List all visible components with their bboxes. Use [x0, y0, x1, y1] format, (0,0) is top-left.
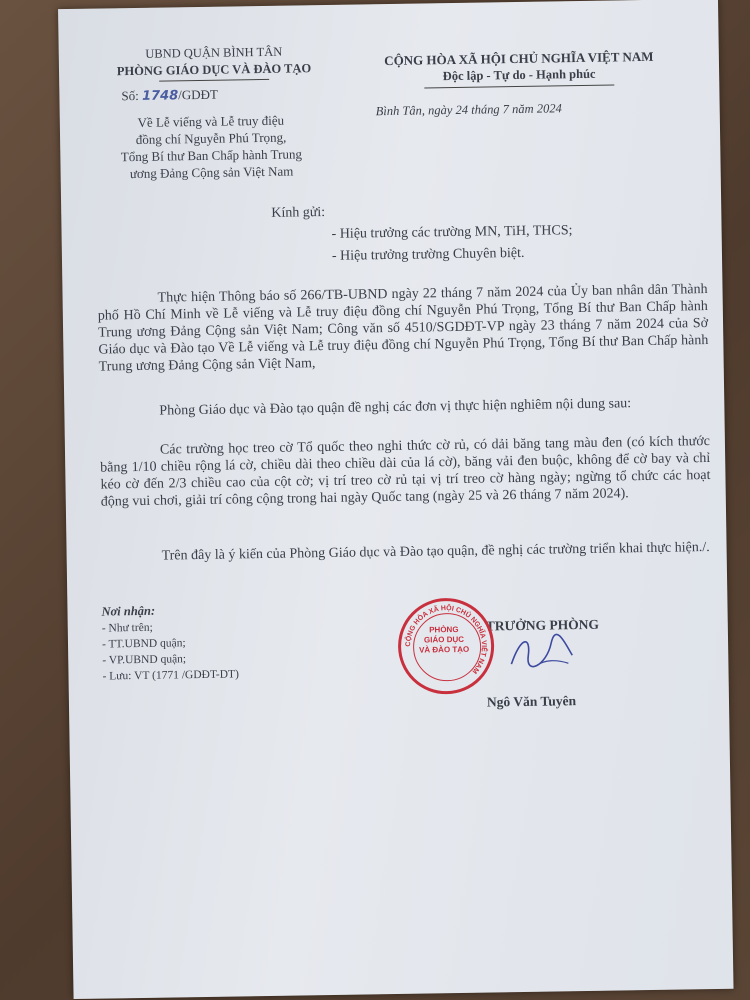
body-paragraph: Phòng Giáo dục và Đào tạo quận đề nghị các đơn vị thực hiện nghiêm nội dung sau:	[159, 396, 632, 419]
recipient-line: - Hiệu trưởng trường Chuyên biệt.	[331, 245, 525, 264]
national-motto: Độc lập - Tự do - Hạnh phúc	[442, 66, 596, 84]
official-seal	[397, 597, 494, 694]
recipient-line: - Hiệu trưởng các trường MN, TiH, THCS;	[331, 223, 573, 242]
noi-nhan-title: Nơi nhận:	[101, 603, 156, 619]
salutation: Kính gửi:	[271, 205, 326, 221]
seal-line: VÀ ĐÀO TẠO	[418, 644, 470, 655]
seal-center-text	[415, 625, 473, 656]
signature-title: TRƯỞNG PHÒNG	[485, 616, 600, 634]
seal-ring-label: CỘNG HÒA XÃ HỘI CHỦ NGHĨA VIỆT NAM	[405, 605, 488, 675]
issuer-name: PHÒNG GIÁO DỤC VÀ ĐÀO TẠO	[116, 61, 312, 79]
seal-line: GIÁO DỤC	[423, 634, 465, 645]
number-suffix: /GDĐT	[178, 86, 219, 103]
issuer-parent: UBND QUẬN BÌNH TÂN	[145, 44, 283, 61]
body-paragraph: Trên đây là ý kiến của Phòng Giáo dục và Đào tạo quận, đề nghị các trường triển khai thực hiện./.	[161, 540, 710, 564]
subject-line: Về Lễ viếng và Lễ truy điệu	[137, 112, 285, 130]
noi-nhan-item: - Lưu: VT (1771 /GDĐT-DT)	[102, 668, 239, 683]
subject-line: ương Đảng Cộng sản Việt Nam	[129, 163, 294, 182]
handwritten-signature	[506, 625, 577, 676]
document-subject	[96, 111, 327, 183]
issuer-header	[89, 43, 340, 83]
national-header	[339, 47, 700, 90]
national-title: CỘNG HÒA XÃ HỘI CHỦ NGHĨA VIỆT NAM	[384, 48, 654, 69]
subject-line: đồng chí Nguyễn Phú Trọng,	[135, 129, 287, 147]
number-prefix: Số:	[121, 87, 139, 104]
seal-line: PHÒNG	[429, 624, 459, 635]
body-paragraph: Thực hiện Thông báo số 266/TB-UBND ngày 22 tháng 7 năm 2024 của Ủy ban nhân dân Thành phố Hồ Chí Minh về Lễ viếng và Lễ truy điệu đồng chí Nguyễn Phú Trọng, Tổng Bí thư Ban Chấp hành Trung ương Đảng Cộng sản Việt Nam; Công văn số 4510/SGDĐT-VP ngày 23 tháng 7 năm 2024 của Sở Giáo dục và Đào tạo Về Lễ viếng và Lễ truy điệu đồng chí Nguyễn Phú Trọng, Tổng Bí thư Ban Chấp hành Trung ương Đảng Cộng sản Việt Nam,	[97, 282, 709, 375]
document-date: Bình Tân, ngày 24 tháng 7 năm 2024	[375, 101, 562, 119]
subject-line: Tổng Bí thư Ban Chấp hành Trung	[120, 146, 303, 165]
number-handwritten: 1748	[141, 88, 179, 104]
noi-nhan-item: - Như trên;	[101, 621, 153, 635]
body-paragraph: Các trường học treo cờ Tổ quốc theo nghi thức cờ rủ, có dải băng tang màu đen (có kích thước bằng 1/10 chiều rộng lá cờ, chiều dài theo chiều dài của lá cờ), băng vải đen buộc, không để cờ bay và chỉ kéo cờ đến 2/3 chiều cao của cột cờ; vị trí treo cờ rủ tại vị trí treo cờ hàng ngày; ngừng tổ chức các hoạt động vui chơi, giải trí công cộng trong hai ngày Quốc tang (ngày 25 và 26 tháng 7 năm 2024).	[100, 433, 711, 510]
document-page	[58, 0, 733, 999]
signer-name: Ngô Văn Tuyên	[486, 693, 577, 710]
noi-nhan-item: - VP.UBND quận;	[102, 653, 187, 667]
document-number	[121, 87, 218, 105]
noi-nhan-item: - TT.UBND quận;	[101, 637, 186, 651]
motto-underline	[424, 84, 614, 88]
